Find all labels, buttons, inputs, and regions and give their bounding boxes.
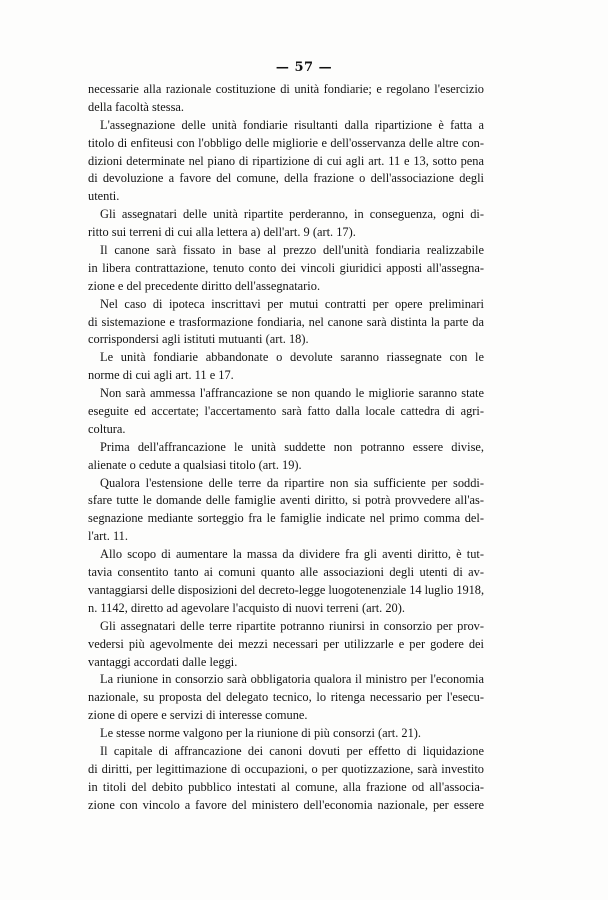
text-line: vedersi più agevolmente dei mezzi necessari per utilizzarle e per godere dei xyxy=(88,636,484,651)
text-line: di diritti, per legittimazione di occupazioni, o per quotizzazione, sarà investito xyxy=(88,761,484,776)
text-line: vantaggi accordati dalle leggi. xyxy=(88,654,238,669)
text-line: Le unità fondiarie abbandonate o devolute saranno riassegnate con le xyxy=(100,350,484,365)
text-line: della facoltà stessa. xyxy=(88,99,184,114)
body-text xyxy=(88,81,484,815)
text-line: di devoluzione a favore del comune, della frazione o dell'associazione degli xyxy=(88,171,484,186)
text-line: n. 1142, diretto ad agevolare l'acquisto di nuovi terreni (art. 20). xyxy=(88,600,405,615)
text-line: nazionale, su proposta del delegato tecnico, lo ritenga necessario per l'esecu- xyxy=(88,690,484,705)
text-line: Gli assegnatari delle terre ripartite potranno riunirsi in consorzio per prov- xyxy=(100,618,484,633)
text-line: segnazione mediante sorteggio fra le famiglie indicate nel primo comma del- xyxy=(88,511,484,526)
text-line: Il canone sarà fissato in base al prezzo dell'unità fondiaria realizzabile xyxy=(100,243,484,258)
text-line: La riunione in consorzio sarà obbligatoria qualora il ministro per l'economia xyxy=(100,672,484,687)
text-line: in libera contrattazione, tenuto conto dei vincoli giuridici apposti all'assegna- xyxy=(88,260,484,275)
text-line: Gli assegnatari delle unità ripartite perderanno, in conseguenza, ogni di- xyxy=(100,207,484,222)
text-line: zione di opere e servizi di interesse comune. xyxy=(88,708,308,723)
text-line: L'assegnazione delle unità fondiarie risultanti dalla ripartizione è fatta a xyxy=(100,117,484,132)
text-line: corrispondersi agli istituti mutuanti (art. 18). xyxy=(88,332,309,347)
text-line: zione con vincolo a favore del ministero dell'economia nazionale, per essere xyxy=(88,797,484,812)
text-line: alienate o cedute a qualsiasi titolo (art. 19). xyxy=(88,457,302,472)
text-line: sfare tutte le domande delle famiglie aventi diritto, si potrà provvedere all'as- xyxy=(88,493,484,508)
text-line: zione e del precedente diritto dell'assegnatario. xyxy=(88,278,321,293)
text-line: utenti. xyxy=(88,189,120,204)
text-line: Allo scopo di aumentare la massa da dividere fra gli aventi diritto, è tut- xyxy=(100,547,484,562)
text-line: dizioni determinate nel piano di ripartizione di cui agli art. 11 e 13, sotto pena xyxy=(88,153,484,168)
text-line: eseguite ed accertate; l'accertamento sarà fatto dalla locale cattedra di agri- xyxy=(88,404,484,419)
text-line: Prima dell'affrancazione le unità suddette non potranno essere divise, xyxy=(100,439,484,454)
text-line: titolo di enfiteusi con l'obbligo delle migliorie e dell'osservanza delle altre con- xyxy=(88,135,484,150)
text-line: Qualora l'estensione delle terre da ripartire non sia sufficiente per soddi- xyxy=(100,475,484,490)
text-line: tavia consentito tanto ai comuni quanto alle associazioni degli utenti di av- xyxy=(88,565,484,580)
text-line: Le stesse norme valgono per la riunione di più consorzi (art. 21). xyxy=(100,726,422,741)
text-line: l'art. 11. xyxy=(88,529,128,544)
text-line: necessarie alla razionale costituzione di unità fondiarie; e regolano l'esercizio xyxy=(88,82,484,96)
text-line: ritto sui terreni di cui alla lettera a) dell'art. 9 (art. 17). xyxy=(88,225,356,240)
text-line: vantaggiarsi delle disposizioni del decreto-legge luogotenenziale 14 luglio 1918, xyxy=(88,582,484,597)
text-line: di sistemazione e trasformazione fondiaria, nel canone sarà distinta la parte da xyxy=(88,314,484,329)
text-line: norme di cui agli art. 11 e 17. xyxy=(88,368,234,383)
text-line: Non sarà ammessa l'affrancazione se non quando le migliorie saranno state xyxy=(100,386,484,401)
page-number: — 57 — xyxy=(275,60,333,75)
text-line: in titoli del debito pubblico intestati al comune, alla frazione od all'associa- xyxy=(88,779,484,794)
text-line: Nel caso di ipoteca inscrittavi per mutui contratti per opere preliminari xyxy=(100,296,484,311)
text-line: coltura. xyxy=(88,421,126,436)
text-line: Il capitale di affrancazione dei canoni dovuti per effetto di liquidazione xyxy=(100,743,484,758)
